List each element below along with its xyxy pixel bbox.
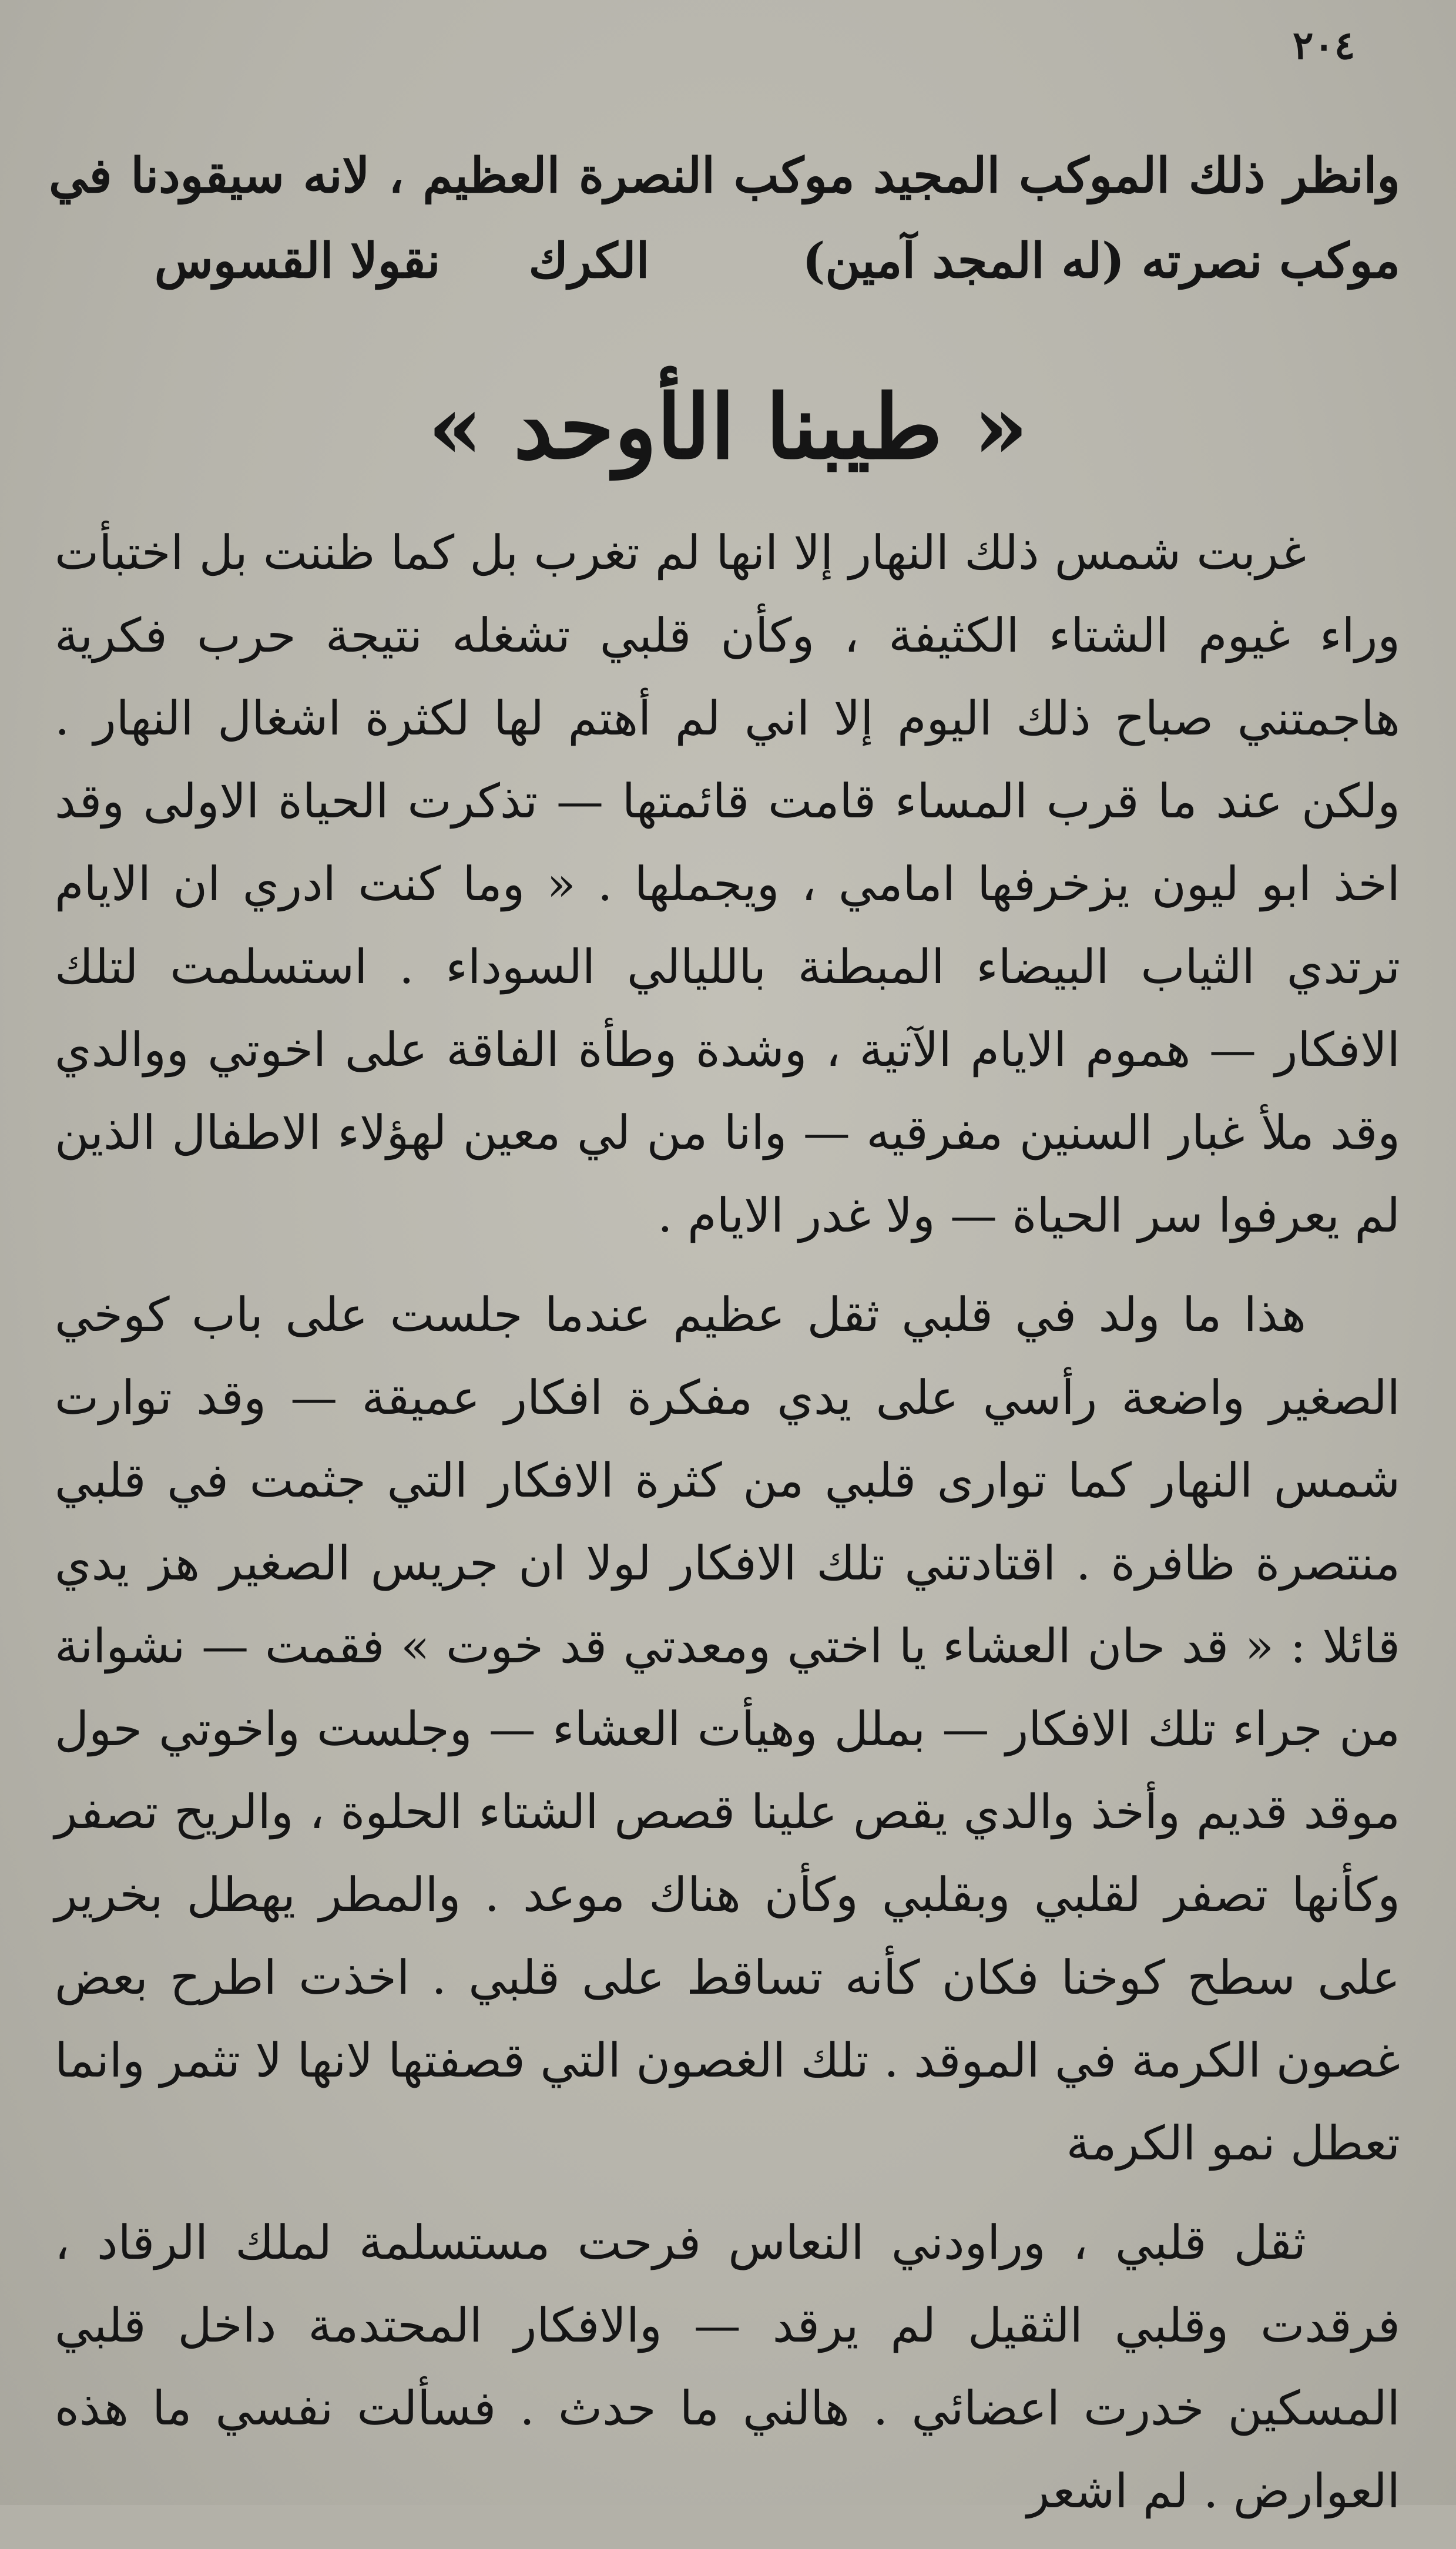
intro-line-2 — [49, 232, 1400, 290]
article-body — [55, 511, 1400, 2549]
intro-closing-phrase: موكب نصرته (له المجد آمين) — [802, 233, 1400, 289]
page-number: ٢٠٤ — [1293, 22, 1356, 68]
paragraph-1: غربت شمس ذلك النهار إلا انها لم تغرب بل كما ظننت بل اختبأت وراء غيوم الشتاء الكثيفة ، وكأن قلبي تشغله نتيجة حرب فكرية هاجمتني صباح ذلك اليوم إلا اني لم أهتم لها لكثرة اشغال النهار . ولكن عند ما قرب المساء قامت قائمتها — تذكرت الحياة الاولى وقد اخذ ابو ليون يزخرفها امامي ، ويجملها . « وما كنت ادري ان الايام ترتدي الثياب البيضاء المبطنة بالليالي السوداء . استسلمت لتلك الافكار — هموم الايام الآتية ، وشدة وطأة الفاقة على اخوتي ووالدي وقد ملأ غبار السنين مفرقيه — وانا من لي معين لهؤلاء الاطفال الذين لم يعرفوا سر الحياة — ولا غدر الايام . — [55, 525, 1400, 1243]
paragraph-3: ثقل قلبي ، وراودني النعاس فرحت مستسلمة لملك الرقاد ، فرقدت وقلبي الثقيل لم يرقد — والافكار المحتدمة داخل قلبي المسكين خدرت اعضائي . هالني ما حدث . فسألت نفسي ما هذه العوارض . لم اشعر — [55, 2215, 1400, 2518]
signature-name: نقولا القسوس — [154, 233, 441, 289]
intro-line-1: وانظر ذلك الموكب المجيد موكب النصرة العظيم ، لانه سيقودنا في — [49, 147, 1400, 204]
signature-place: الكرك — [528, 233, 650, 289]
paragraph-2: هذا ما ولد في قلبي ثقل عظيم عندما جلست على باب كوخي الصغير واضعة رأسي على يدي مفكرة افكار عميقة — وقد توارت شمس النهار كما توارى قلبي من كثرة الافكار التي جثمت في قلبي منتصرة ظافرة . اقتادتني تلك الافكار لولا ان جريس الصغير هز يدي قائلا : « قد حان العشاء يا اختي ومعدتي قد خوت » فقمت — نشوانة من جراء تلك الافكار — بملل وهيأت العشاء — وجلست واخوتي حول موقد قديم وأخذ والدي يقص علينا قصص الشتاء الحلوة ، والريح تصفر وكأنها تصفر لقلبي وبقلبي وكأن هناك موعد . والمطر يهطل بخرير على سطح كوخنا فكان كأنه تساقط على قلبي . اخذت اطرح بعض غصون الكرمة في الموقد . تلك الغصون التي قصفتها لانها لا تثمر وانما تعطل نمو الكرمة — [55, 1287, 1401, 2171]
article-title: « طيبنا الأوحد » — [427, 375, 1029, 479]
